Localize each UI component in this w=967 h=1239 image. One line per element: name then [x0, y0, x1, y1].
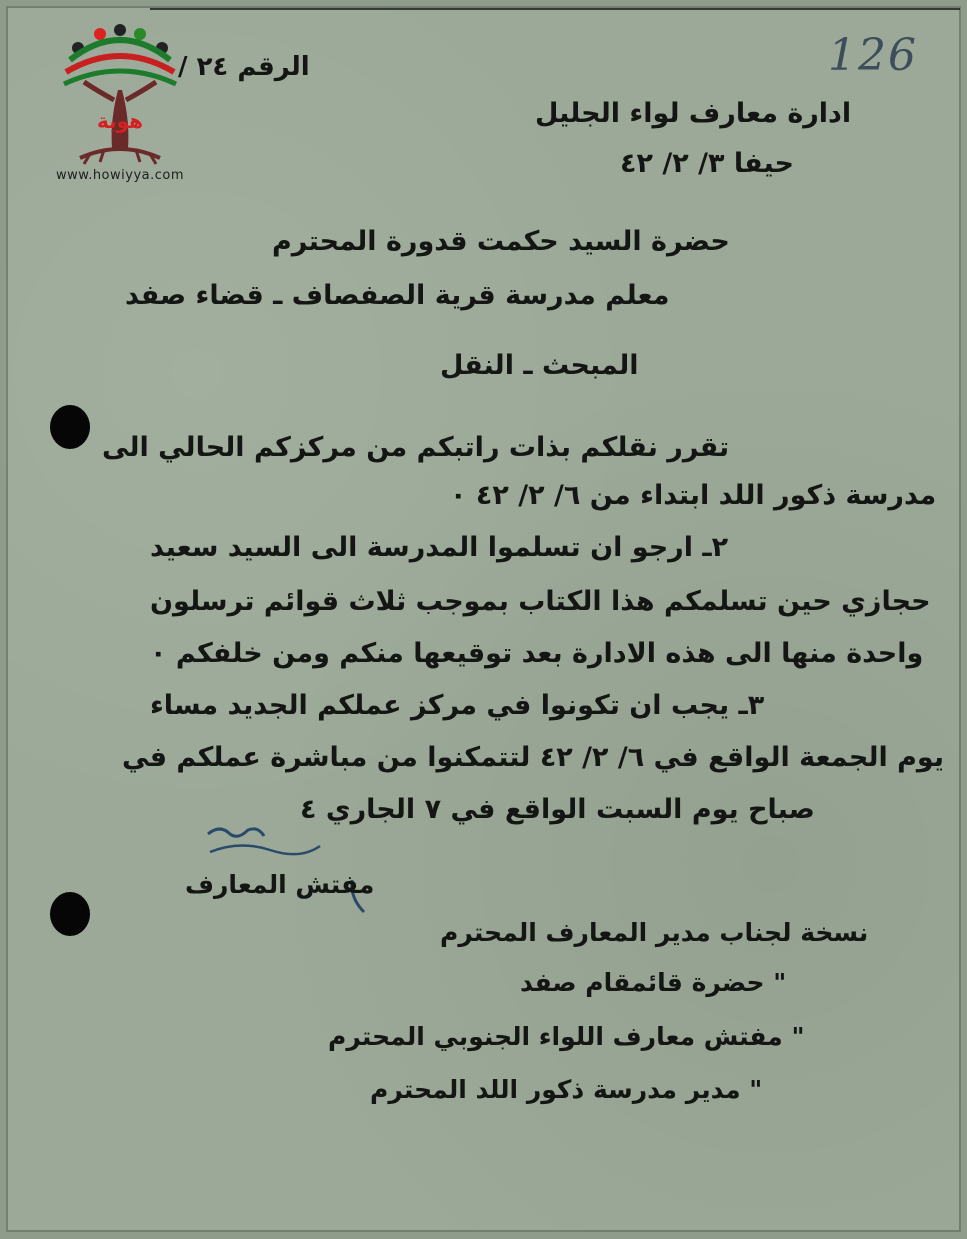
- body-line-8: صباح يوم السبت الواقع في ٧ الجاري ٤: [300, 794, 815, 825]
- howiyya-logo: [40, 20, 200, 190]
- office-name: ادارة معارف لواء الجليل: [535, 98, 852, 129]
- body-line-4: حجازي حين تسلمكم هذا الكتاب بموجب ثلاث قوائم ترسلون: [150, 586, 931, 617]
- page-number: 126: [828, 30, 918, 81]
- place-date: حيفا ٣/ ٢/ ٤٢: [620, 148, 794, 179]
- body-line-6: ٣ـ يجب ان تكونوا في مركز عملكم الجديد مساء: [150, 690, 765, 721]
- body-line-1: تقرر نقلكم بذات راتبكم من مركزكم الحالي الى: [102, 432, 730, 463]
- body-line-2: مدرسة ذكور اللد ابتداء من ٦/ ٢/ ٤٢ ٠: [450, 480, 937, 511]
- reference-label: الرقم ٢٤ /: [178, 52, 310, 82]
- copies-line-1: نسخة لجناب مدير المعارف المحترم: [440, 918, 869, 947]
- punch-hole-top: [50, 405, 90, 449]
- addressee-name: حضرة السيد حكمت قدورة المحترم: [272, 226, 730, 257]
- top-edge-line: [150, 8, 960, 10]
- signatory-title: مفتش المعارف: [185, 870, 375, 899]
- copies-line-4: " مدير مدرسة ذكور اللد المحترم: [370, 1075, 763, 1104]
- addressee-title: معلم مدرسة قرية الصفصاف ـ قضاء صفد: [125, 280, 670, 311]
- body-line-5: واحدة منها الى هذه الادارة بعد توقيعها منكم ومن خلفكم ٠: [150, 638, 924, 669]
- watermark-url: www.howiyya.com: [55, 168, 185, 183]
- copies-line-2: " حضرة قائمقام صفد: [520, 968, 787, 997]
- body-line-3: ٢ـ ارجو ان تسلموا المدرسة الى السيد سعيد: [150, 532, 729, 563]
- copies-line-3: " مفتش معارف اللواء الجنوبي المحترم: [328, 1022, 805, 1051]
- body-line-7: يوم الجمعة الواقع في ٦/ ٢/ ٤٢ لتتمكنوا من مباشرة عملكم في: [122, 742, 944, 773]
- subject-line: المبحث ـ النقل: [440, 350, 639, 381]
- punch-hole-bottom: [50, 892, 90, 936]
- svg-text:هوية: هوية: [96, 109, 144, 133]
